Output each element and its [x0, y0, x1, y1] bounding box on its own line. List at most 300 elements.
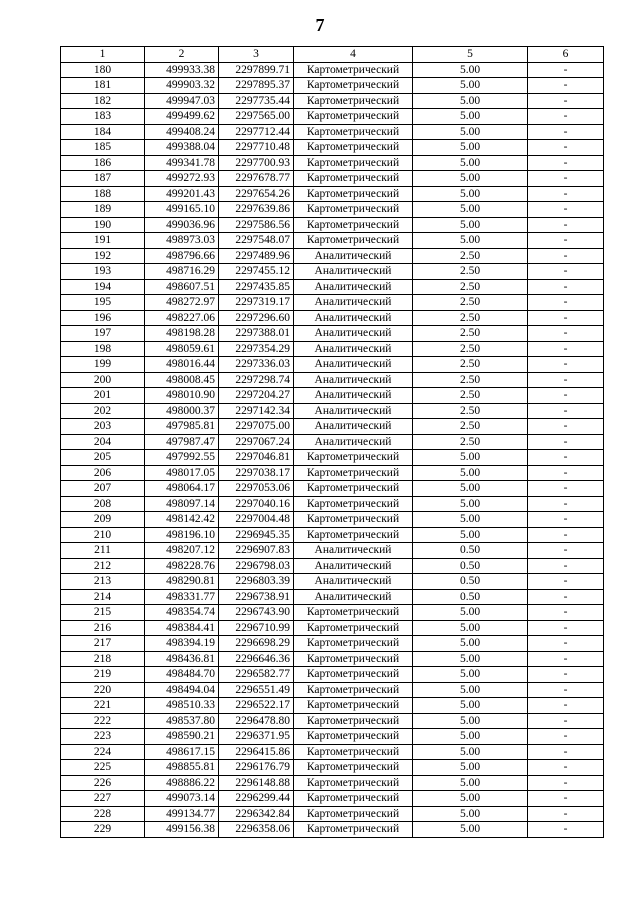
- table-cell: 2.50: [413, 248, 528, 264]
- table-cell: 2297319.17: [219, 295, 294, 311]
- table-row: [61, 651, 604, 667]
- table-cell: 222: [61, 713, 145, 729]
- table-cell: -: [528, 326, 604, 342]
- table-cell: 191: [61, 233, 145, 249]
- table-cell: 0.50: [413, 589, 528, 605]
- table-cell: 196: [61, 310, 145, 326]
- table-row: [61, 202, 604, 218]
- table-cell: -: [528, 434, 604, 450]
- table-cell: -: [528, 419, 604, 435]
- table-cell: -: [528, 78, 604, 94]
- table-cell: 499073.14: [145, 791, 219, 807]
- table-row: [61, 62, 604, 78]
- table-cell: 499903.32: [145, 78, 219, 94]
- table-cell: 2297075.00: [219, 419, 294, 435]
- table-cell: 498227.06: [145, 310, 219, 326]
- table-cell: 498510.33: [145, 698, 219, 714]
- table-cell: Картометрический: [294, 744, 413, 760]
- table-cell: 2296698.29: [219, 636, 294, 652]
- table-cell: -: [528, 574, 604, 590]
- table-cell: 499341.78: [145, 155, 219, 171]
- table-cell: 5.00: [413, 93, 528, 109]
- table-cell: 498484.70: [145, 667, 219, 683]
- table-cell: 2297678.77: [219, 171, 294, 187]
- table-cell: 2297053.06: [219, 481, 294, 497]
- table-cell: 180: [61, 62, 145, 78]
- table-cell: 5.00: [413, 186, 528, 202]
- table-row: [61, 124, 604, 140]
- table-row: [61, 806, 604, 822]
- table-cell: 218: [61, 651, 145, 667]
- table-row: [61, 465, 604, 481]
- table-cell: -: [528, 496, 604, 512]
- table-cell: 192: [61, 248, 145, 264]
- table-cell: 2.50: [413, 419, 528, 435]
- table-cell: 5.00: [413, 450, 528, 466]
- table-row: [61, 78, 604, 94]
- table-cell: -: [528, 248, 604, 264]
- table-row: [61, 372, 604, 388]
- table-cell: 2297654.26: [219, 186, 294, 202]
- table-cell: 5.00: [413, 481, 528, 497]
- table-cell: Картометрический: [294, 791, 413, 807]
- table-cell: 201: [61, 388, 145, 404]
- table-cell: -: [528, 341, 604, 357]
- table-cell: Аналитический: [294, 279, 413, 295]
- table-cell: 498097.14: [145, 496, 219, 512]
- table-row: [61, 512, 604, 528]
- table-cell: 2297710.48: [219, 140, 294, 156]
- table-cell: 2297735.44: [219, 93, 294, 109]
- table-cell: 2297639.86: [219, 202, 294, 218]
- table-cell: 5.00: [413, 620, 528, 636]
- table-cell: Картометрический: [294, 729, 413, 745]
- table-cell: Картометрический: [294, 496, 413, 512]
- table-cell: 2297336.03: [219, 357, 294, 373]
- table-row: [61, 682, 604, 698]
- table-cell: 5.00: [413, 605, 528, 621]
- table-cell: -: [528, 481, 604, 497]
- table-cell: -: [528, 558, 604, 574]
- table-row: [61, 729, 604, 745]
- table-cell: 498059.61: [145, 341, 219, 357]
- table-cell: 2297046.81: [219, 450, 294, 466]
- table-cell: 498142.42: [145, 512, 219, 528]
- table-cell: 498796.66: [145, 248, 219, 264]
- table-cell: 498196.10: [145, 527, 219, 543]
- table-cell: -: [528, 744, 604, 760]
- table-cell: -: [528, 605, 604, 621]
- table-cell: 2.50: [413, 434, 528, 450]
- table-cell: Картометрический: [294, 202, 413, 218]
- table-cell: 498494.04: [145, 682, 219, 698]
- table-cell: 2296945.35: [219, 527, 294, 543]
- table-cell: 5.00: [413, 124, 528, 140]
- table-row: [61, 527, 604, 543]
- table-cell: 2296415.86: [219, 744, 294, 760]
- table-cell: Аналитический: [294, 434, 413, 450]
- table-row: [61, 295, 604, 311]
- column-header: 1: [61, 47, 145, 63]
- table-cell: 2297548.07: [219, 233, 294, 249]
- column-header: 5: [413, 47, 528, 63]
- table-cell: 498228.76: [145, 558, 219, 574]
- table-cell: 5.00: [413, 233, 528, 249]
- table-cell: Картометрический: [294, 698, 413, 714]
- table-cell: 498394.19: [145, 636, 219, 652]
- table-cell: 2296551.49: [219, 682, 294, 698]
- table-cell: Аналитический: [294, 310, 413, 326]
- table-cell: 5.00: [413, 217, 528, 233]
- table-cell: 2297354.29: [219, 341, 294, 357]
- table-cell: 227: [61, 791, 145, 807]
- table-cell: 5.00: [413, 822, 528, 838]
- table-cell: 5.00: [413, 496, 528, 512]
- table-cell: 2296798.03: [219, 558, 294, 574]
- table-cell: 2296582.77: [219, 667, 294, 683]
- table-row: [61, 822, 604, 838]
- table-cell: Картометрический: [294, 109, 413, 125]
- table-cell: 2297296.60: [219, 310, 294, 326]
- table-cell: Картометрический: [294, 217, 413, 233]
- table-cell: 221: [61, 698, 145, 714]
- table-cell: Аналитический: [294, 264, 413, 280]
- table-cell: -: [528, 527, 604, 543]
- table-cell: 5.00: [413, 698, 528, 714]
- table-cell: 198: [61, 341, 145, 357]
- table-cell: 2296371.95: [219, 729, 294, 745]
- table-cell: 220: [61, 682, 145, 698]
- table-cell: -: [528, 667, 604, 683]
- table-cell: -: [528, 357, 604, 373]
- table-cell: 224: [61, 744, 145, 760]
- table-cell: Картометрический: [294, 713, 413, 729]
- table-cell: 208: [61, 496, 145, 512]
- table-cell: -: [528, 186, 604, 202]
- table-cell: 2297038.17: [219, 465, 294, 481]
- table-cell: Картометрический: [294, 140, 413, 156]
- table-cell: -: [528, 465, 604, 481]
- table-cell: 5.00: [413, 636, 528, 652]
- table-cell: 5.00: [413, 465, 528, 481]
- table-cell: 2297004.48: [219, 512, 294, 528]
- table-cell: 498017.05: [145, 465, 219, 481]
- table-cell: 2297565.00: [219, 109, 294, 125]
- table-cell: 499165.10: [145, 202, 219, 218]
- table-cell: Картометрический: [294, 822, 413, 838]
- table-cell: 5.00: [413, 729, 528, 745]
- table-cell: -: [528, 202, 604, 218]
- table-cell: 5.00: [413, 527, 528, 543]
- table-cell: Картометрический: [294, 62, 413, 78]
- table-cell: 193: [61, 264, 145, 280]
- table-cell: 182: [61, 93, 145, 109]
- table-cell: 498207.12: [145, 543, 219, 559]
- table-cell: 499272.93: [145, 171, 219, 187]
- table-row: [61, 186, 604, 202]
- coordinates-table: [60, 46, 604, 838]
- table-cell: 189: [61, 202, 145, 218]
- column-header: 6: [528, 47, 604, 63]
- table-cell: Картометрический: [294, 93, 413, 109]
- table-cell: -: [528, 155, 604, 171]
- table-cell: 498064.17: [145, 481, 219, 497]
- table-row: [61, 310, 604, 326]
- table-cell: 497992.55: [145, 450, 219, 466]
- table-cell: Аналитический: [294, 388, 413, 404]
- table-row: [61, 558, 604, 574]
- table-cell: 2296710.99: [219, 620, 294, 636]
- table-cell: 188: [61, 186, 145, 202]
- table-cell: 2.50: [413, 295, 528, 311]
- table-cell: Аналитический: [294, 326, 413, 342]
- table-cell: 212: [61, 558, 145, 574]
- table-row: [61, 450, 604, 466]
- table-row: [61, 341, 604, 357]
- table-cell: 499933.38: [145, 62, 219, 78]
- table-cell: Картометрический: [294, 465, 413, 481]
- table-row: [61, 698, 604, 714]
- table-cell: 197: [61, 326, 145, 342]
- table-cell: -: [528, 589, 604, 605]
- table-cell: Аналитический: [294, 357, 413, 373]
- table-cell: 2.50: [413, 341, 528, 357]
- table-cell: 499408.24: [145, 124, 219, 140]
- table-cell: Аналитический: [294, 248, 413, 264]
- table-cell: Картометрический: [294, 682, 413, 698]
- table-cell: -: [528, 698, 604, 714]
- table-cell: 2.50: [413, 326, 528, 342]
- table-cell: 2297899.71: [219, 62, 294, 78]
- table-cell: 185: [61, 140, 145, 156]
- table-cell: 186: [61, 155, 145, 171]
- table-cell: 5.00: [413, 109, 528, 125]
- table-cell: 2296803.39: [219, 574, 294, 590]
- table-cell: 5.00: [413, 78, 528, 94]
- table-cell: 215: [61, 605, 145, 621]
- table-cell: 497987.47: [145, 434, 219, 450]
- table-cell: 2296646.36: [219, 651, 294, 667]
- table-row: [61, 264, 604, 280]
- table-cell: Картометрический: [294, 78, 413, 94]
- table-cell: 2296148.88: [219, 775, 294, 791]
- table-cell: -: [528, 713, 604, 729]
- table-cell: Аналитический: [294, 372, 413, 388]
- table-cell: -: [528, 62, 604, 78]
- table-cell: 498272.97: [145, 295, 219, 311]
- table-cell: 0.50: [413, 543, 528, 559]
- table-cell: 2.50: [413, 388, 528, 404]
- table-cell: 225: [61, 760, 145, 776]
- table-cell: Картометрический: [294, 636, 413, 652]
- table-cell: 498617.15: [145, 744, 219, 760]
- table-row: [61, 155, 604, 171]
- table-row: [61, 434, 604, 450]
- table-cell: Картометрический: [294, 124, 413, 140]
- table-cell: 2297700.93: [219, 155, 294, 171]
- table-cell: 2297712.44: [219, 124, 294, 140]
- table-row: [61, 388, 604, 404]
- table-cell: 2297489.96: [219, 248, 294, 264]
- table-cell: 5.00: [413, 62, 528, 78]
- table-cell: 2297204.27: [219, 388, 294, 404]
- table-cell: 498331.77: [145, 589, 219, 605]
- table-cell: -: [528, 636, 604, 652]
- table-row: [61, 248, 604, 264]
- table-cell: 228: [61, 806, 145, 822]
- table-cell: -: [528, 372, 604, 388]
- table-cell: 5.00: [413, 806, 528, 822]
- table-cell: 499201.43: [145, 186, 219, 202]
- table-cell: -: [528, 279, 604, 295]
- table-cell: 0.50: [413, 558, 528, 574]
- table-row: [61, 543, 604, 559]
- table-cell: 223: [61, 729, 145, 745]
- table-cell: 5.00: [413, 202, 528, 218]
- table-header-row: [61, 47, 604, 63]
- table-cell: 5.00: [413, 744, 528, 760]
- table-cell: 216: [61, 620, 145, 636]
- table-cell: 2297067.24: [219, 434, 294, 450]
- table-row: [61, 326, 604, 342]
- table-cell: 199: [61, 357, 145, 373]
- table-cell: Картометрический: [294, 527, 413, 543]
- table-cell: 498010.90: [145, 388, 219, 404]
- table-cell: Аналитический: [294, 558, 413, 574]
- table-cell: 2296299.44: [219, 791, 294, 807]
- table-cell: 498973.03: [145, 233, 219, 249]
- table-row: [61, 403, 604, 419]
- table-cell: 187: [61, 171, 145, 187]
- table-cell: 2.50: [413, 264, 528, 280]
- table-cell: 184: [61, 124, 145, 140]
- table-cell: -: [528, 651, 604, 667]
- table-cell: -: [528, 760, 604, 776]
- table-cell: 211: [61, 543, 145, 559]
- table-cell: 5.00: [413, 667, 528, 683]
- table-cell: 498855.81: [145, 760, 219, 776]
- table-row: [61, 279, 604, 295]
- table-cell: 214: [61, 589, 145, 605]
- table-cell: 2.50: [413, 372, 528, 388]
- table-cell: -: [528, 543, 604, 559]
- table-cell: Аналитический: [294, 543, 413, 559]
- table-cell: 183: [61, 109, 145, 125]
- table-cell: 498290.81: [145, 574, 219, 590]
- table-cell: 202: [61, 403, 145, 419]
- table-cell: Картометрический: [294, 775, 413, 791]
- table-cell: 498716.29: [145, 264, 219, 280]
- table-cell: -: [528, 388, 604, 404]
- table-cell: 2296358.06: [219, 822, 294, 838]
- table-cell: Аналитический: [294, 419, 413, 435]
- table-cell: 207: [61, 481, 145, 497]
- table-cell: -: [528, 620, 604, 636]
- table-cell: 200: [61, 372, 145, 388]
- table-cell: 499499.62: [145, 109, 219, 125]
- table-cell: 2296743.90: [219, 605, 294, 621]
- table-cell: 5.00: [413, 651, 528, 667]
- table-cell: 2297388.01: [219, 326, 294, 342]
- table-cell: -: [528, 791, 604, 807]
- table-cell: Картометрический: [294, 667, 413, 683]
- table-cell: 2296907.83: [219, 543, 294, 559]
- table-cell: -: [528, 295, 604, 311]
- table-cell: 2297895.37: [219, 78, 294, 94]
- table-cell: Картометрический: [294, 171, 413, 187]
- page-number: 7: [315, 15, 325, 35]
- table-cell: 205: [61, 450, 145, 466]
- table-cell: Аналитический: [294, 403, 413, 419]
- table-cell: 2296342.84: [219, 806, 294, 822]
- table-cell: 2296738.91: [219, 589, 294, 605]
- table-cell: 206: [61, 465, 145, 481]
- table-cell: 5.00: [413, 775, 528, 791]
- table-cell: 2296478.80: [219, 713, 294, 729]
- table-cell: 5.00: [413, 682, 528, 698]
- table-cell: -: [528, 775, 604, 791]
- table-cell: 5.00: [413, 512, 528, 528]
- table-row: [61, 109, 604, 125]
- table-cell: -: [528, 682, 604, 698]
- table-cell: 213: [61, 574, 145, 590]
- table-row: [61, 713, 604, 729]
- table-cell: -: [528, 109, 604, 125]
- table-cell: -: [528, 264, 604, 280]
- table-cell: Картометрический: [294, 760, 413, 776]
- table-cell: 5.00: [413, 155, 528, 171]
- table-cell: 195: [61, 295, 145, 311]
- table-cell: 204: [61, 434, 145, 450]
- table-row: [61, 481, 604, 497]
- table-row: [61, 93, 604, 109]
- table-cell: 498016.44: [145, 357, 219, 373]
- table-cell: -: [528, 310, 604, 326]
- table-cell: Картометрический: [294, 651, 413, 667]
- table-cell: 217: [61, 636, 145, 652]
- table-cell: 2297040.16: [219, 496, 294, 512]
- table-cell: 219: [61, 667, 145, 683]
- table-cell: 2297586.56: [219, 217, 294, 233]
- table-cell: 499947.03: [145, 93, 219, 109]
- table-row: [61, 357, 604, 373]
- table-cell: 2296176.79: [219, 760, 294, 776]
- table-row: [61, 744, 604, 760]
- table-cell: 498384.41: [145, 620, 219, 636]
- table-cell: -: [528, 512, 604, 528]
- table-cell: 498000.37: [145, 403, 219, 419]
- table-cell: -: [528, 450, 604, 466]
- table-cell: 2297435.85: [219, 279, 294, 295]
- table-cell: Аналитический: [294, 574, 413, 590]
- table-cell: Картометрический: [294, 186, 413, 202]
- table-cell: 497985.81: [145, 419, 219, 435]
- table-row: [61, 171, 604, 187]
- table-cell: 2.50: [413, 310, 528, 326]
- table-cell: 5.00: [413, 760, 528, 776]
- table-cell: Картометрический: [294, 155, 413, 171]
- table-cell: 498008.45: [145, 372, 219, 388]
- table-row: [61, 496, 604, 512]
- table-cell: 498590.21: [145, 729, 219, 745]
- table-cell: 229: [61, 822, 145, 838]
- table-cell: 498607.51: [145, 279, 219, 295]
- table-cell: 5.00: [413, 791, 528, 807]
- table-cell: Аналитический: [294, 295, 413, 311]
- table-cell: -: [528, 171, 604, 187]
- table-cell: 2297455.12: [219, 264, 294, 280]
- table-row: [61, 791, 604, 807]
